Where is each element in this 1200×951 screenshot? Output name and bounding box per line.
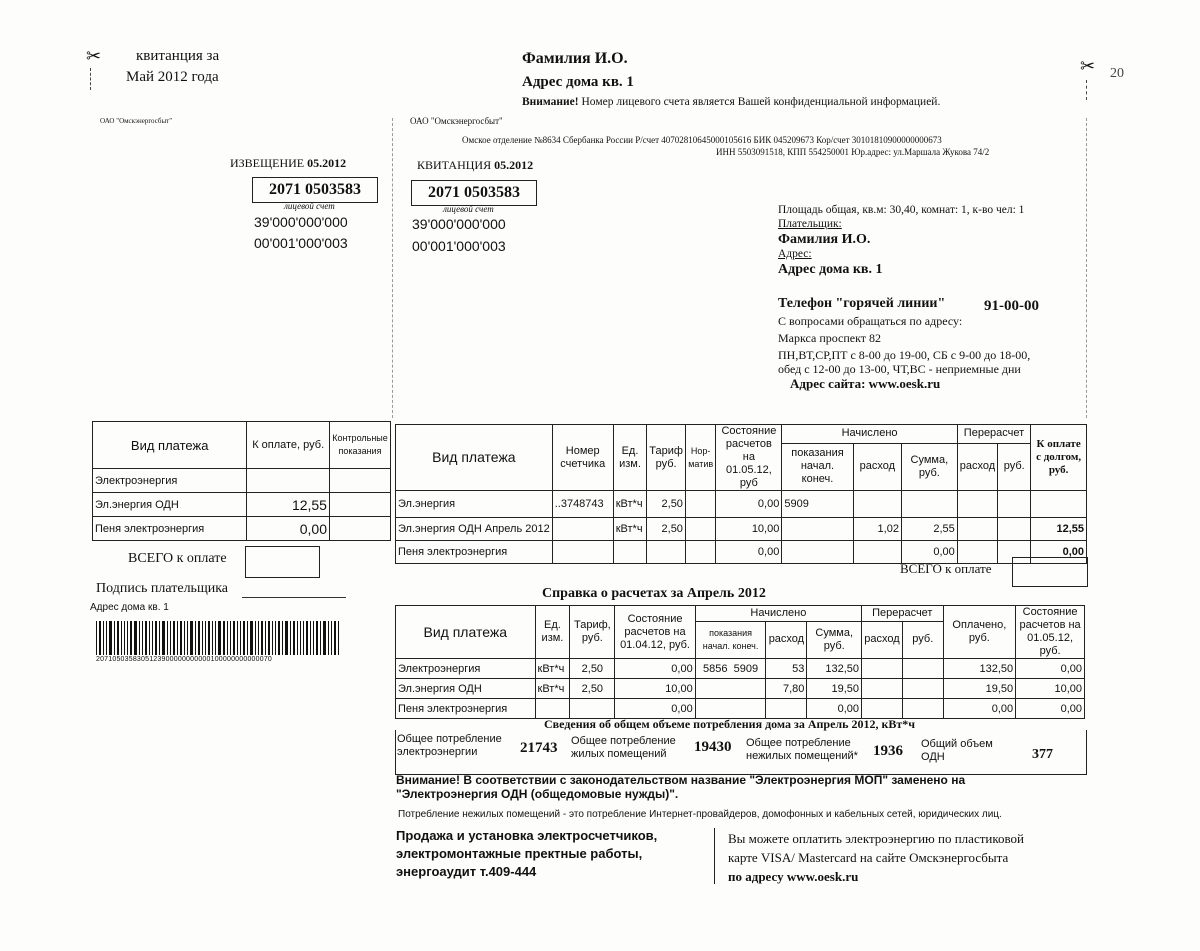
cell: 0,00 — [1016, 659, 1085, 679]
ad-block — [396, 827, 657, 881]
cell: 2,50 — [570, 659, 615, 679]
left-h-vid: Вид платежа — [93, 422, 247, 469]
barcode-bar — [306, 621, 308, 655]
s-h-recalc: Перерасчет — [862, 606, 944, 622]
left-account-box: 2071 0503583 — [252, 177, 378, 203]
left-payment-table — [92, 421, 391, 541]
barcode-bar — [297, 621, 298, 655]
barcode-bar — [230, 621, 231, 655]
cell: 2,50 — [647, 491, 686, 518]
ht1: Общее потребление — [397, 733, 502, 745]
r-h-norm: Нор-матив — [685, 425, 716, 491]
cell — [862, 659, 903, 679]
addr-label: Адрес: — [778, 248, 812, 260]
right-payment-table — [395, 424, 1087, 564]
cell: 10,00 — [716, 518, 782, 541]
right-title — [417, 158, 533, 173]
house-total-value: 21743 — [520, 740, 558, 756]
house-total-label — [397, 733, 502, 759]
cell: 2,50 — [647, 518, 686, 541]
cell: 1,02 — [853, 518, 901, 541]
barcode-bar — [218, 621, 221, 655]
cell — [766, 699, 807, 719]
barcode-bar — [96, 621, 97, 655]
s-h-rc-rub: руб. — [902, 621, 943, 658]
cell: кВт*ч — [613, 491, 647, 518]
cell — [998, 491, 1031, 518]
barcode-bar — [208, 621, 210, 655]
barcode-bar — [290, 621, 291, 655]
barcode-bar — [268, 621, 270, 655]
barcode-bar — [167, 621, 168, 655]
table-row — [396, 699, 1085, 719]
barcode-bar — [278, 621, 280, 655]
barcode-bar — [300, 621, 301, 655]
nonliving-note: Потребление нежилых помещений - это потребление Интернет-провайдеров, домофонных и кабельных сетей, юридических лиц. — [398, 809, 1002, 820]
cell — [782, 541, 853, 564]
cell: 0,00 — [807, 699, 862, 719]
cell — [329, 517, 390, 541]
barcode-bar — [303, 621, 304, 655]
footer-attention — [396, 773, 965, 801]
cell — [1031, 491, 1087, 518]
barcode-bar — [328, 621, 329, 655]
house-living-value: 19430 — [694, 739, 732, 755]
hotline-number: 91-00-00 — [984, 298, 1039, 314]
left-title — [230, 156, 346, 171]
cell — [570, 699, 615, 719]
questions-label: С вопросами обращаться по адресу: — [778, 314, 963, 328]
cell: Пеня электроэнергия — [396, 541, 553, 564]
pay-block — [728, 829, 1024, 886]
barcode-bar — [195, 621, 196, 655]
spravka-title: Справка о расчетах за Апрель 2012 — [542, 586, 766, 601]
right-account-box: 2071 0503583 — [411, 180, 537, 206]
barcode-bar — [272, 621, 273, 655]
cell: 12,55 — [1031, 518, 1087, 541]
right-code1: 39'000'000'000 — [412, 216, 506, 232]
barcode-bar — [198, 621, 200, 655]
barcode-bar — [177, 621, 178, 655]
barcode-bar — [109, 621, 112, 655]
s-r1: 5856 — [703, 662, 728, 675]
barcode-bar — [190, 621, 193, 655]
pay-line3: по адресу www.oesk.ru — [728, 869, 859, 884]
barcode-bar — [173, 621, 175, 655]
barcode-bar — [243, 621, 245, 655]
r-h-tarif: Тариф руб. — [647, 425, 686, 491]
barcode-bar — [155, 621, 157, 655]
cell: 0,00 — [943, 699, 1016, 719]
cell — [862, 699, 903, 719]
barcode-bar — [275, 621, 276, 655]
cell: 0,00 — [247, 517, 330, 541]
ho1: Общий объем — [921, 738, 993, 750]
r-h-accrued: Начислено — [782, 425, 957, 444]
s-h-tarif: Тариф, руб. — [570, 606, 615, 659]
cell — [329, 493, 390, 517]
barcode — [96, 621, 366, 655]
right-total-label: ВСЕГО к оплате — [900, 561, 992, 576]
barcode-bar — [212, 621, 213, 655]
bank-line1: Омское отделение №8634 Сбербанка России Р/счет 40702810645000105616 БИК 045209673 Кор/счет 30101810900000000673 — [462, 135, 942, 145]
pay-line2: карте VISA/ Mastercard на сайте Омскэнергосбыта — [728, 850, 1009, 865]
cell: 5909 — [782, 491, 853, 518]
barcode-bar — [261, 621, 263, 655]
house-odn-label — [921, 738, 993, 764]
cell: 12,55 — [247, 493, 330, 517]
barcode-bar — [293, 621, 295, 655]
table-row — [396, 679, 1085, 699]
signature-line — [242, 597, 346, 598]
hours-line2: обед с 12-00 до 13-00, ЧТ,ВС - неприемные дни — [778, 362, 1021, 376]
barcode-bar — [247, 621, 248, 655]
cell — [998, 518, 1031, 541]
cell: Пеня электроэнергия — [93, 517, 247, 541]
cell: Электроэнергия — [396, 659, 536, 679]
barcode-bar — [258, 621, 259, 655]
r-h-vid: Вид платежа — [396, 425, 553, 491]
s-h-state1: Состояние расчетов на 01.04.12, руб. — [615, 606, 695, 659]
r-h-topay: К оплате с долгом, руб. — [1031, 425, 1087, 491]
header-address: Адрес дома кв. 1 — [522, 74, 634, 90]
izv-title: ИЗВЕЩЕНИЕ — [230, 156, 305, 170]
barcode-bar — [130, 621, 132, 655]
cell: 132,50 — [943, 659, 1016, 679]
table-row — [396, 659, 1085, 679]
barcode-bar — [103, 621, 104, 655]
left-code1: 39'000'000'000 — [254, 214, 348, 230]
barcode-bar — [265, 621, 266, 655]
spravka-table — [395, 605, 1085, 719]
ad-line3: энергоаудит т.409-444 — [396, 864, 537, 879]
s-h-accrued: Начислено — [695, 606, 861, 622]
cell: Эл.энергия — [396, 491, 553, 518]
cell: 53 — [766, 659, 807, 679]
cell: кВт*ч — [613, 518, 647, 541]
cell: Эл.энергия ОДН — [93, 493, 247, 517]
barcode-bar — [227, 621, 228, 655]
bank-line2: ИНН 5503091518, КПП 554250001 Юр.адрес: ул.Маршала Жукова 74/2 — [716, 147, 990, 157]
r-h-state: Состояние расчетов на 01.05.12, руб — [716, 425, 782, 491]
cell — [695, 659, 766, 679]
barcode-bar — [310, 621, 311, 655]
payer-label: Плательщик: — [778, 218, 842, 230]
barcode-bar — [149, 621, 150, 655]
barcode-bar — [237, 621, 238, 655]
barcode-bar — [106, 621, 107, 655]
house-nonliving-label — [746, 737, 858, 763]
barcode-bar — [170, 621, 171, 655]
table-row — [93, 517, 391, 541]
cell — [782, 518, 853, 541]
s-h-rc-cons: расход — [862, 621, 903, 658]
cell — [902, 659, 943, 679]
header-fio: Фамилия И.О. — [522, 50, 628, 67]
cell: 0,00 — [1031, 541, 1087, 564]
s-h-unit: Ед. изм. — [535, 606, 570, 659]
barcode-bar — [145, 621, 147, 655]
hl1: Общее потребление — [571, 735, 676, 747]
header-attention — [522, 96, 940, 108]
r-h-cons: расход — [853, 443, 901, 490]
barcode-bar — [152, 621, 153, 655]
barcode-bar — [202, 621, 203, 655]
kvit-title: КВИТАНЦИЯ — [417, 158, 492, 172]
ho2: ОДН — [921, 751, 945, 763]
hn2: нежилых помещений* — [746, 750, 858, 762]
barcode-bar — [142, 621, 143, 655]
cell: Пеня электроэнергия — [396, 699, 536, 719]
s-h-vid: Вид платежа — [396, 606, 536, 659]
s-h-readings-sub: начал. конеч. — [702, 640, 759, 651]
cell: 2,55 — [901, 518, 957, 541]
s-h-cons: расход — [766, 621, 807, 658]
s-h-readings — [695, 621, 766, 658]
cut-line — [1086, 80, 1087, 100]
cell: 0,00 — [716, 491, 782, 518]
period-label: Май 2012 года — [126, 69, 219, 85]
right-account-label: лицевой счет — [443, 204, 494, 214]
barcode-bar — [320, 621, 321, 655]
r-h-num: Номер счетчика — [552, 425, 613, 491]
cell: 0,00 — [716, 541, 782, 564]
hn1: Общее потребление — [746, 737, 851, 749]
barcode-bar — [255, 621, 256, 655]
scissors-icon: ✂ — [1080, 56, 1096, 76]
hotline-label: Телефон "горячей линии" — [778, 296, 946, 311]
barcode-bar — [285, 621, 288, 655]
barcode-bar — [124, 621, 125, 655]
divider-line — [1086, 118, 1087, 418]
area-line: Площадь общая, кв.м: 30,40, комнат: 1, к-во чел: 1 — [778, 204, 1025, 216]
cell: Электроэнергия — [93, 469, 247, 493]
cell: 132,50 — [807, 659, 862, 679]
cell: 0,00 — [615, 659, 695, 679]
barcode-bar — [139, 621, 140, 655]
ad-line1: Продажа и установка электросчетчиков, — [396, 828, 658, 843]
right-code2: 00'001'000'003 — [412, 238, 506, 254]
cell — [902, 699, 943, 719]
barcode-bar — [250, 621, 253, 655]
table-row — [396, 518, 1087, 541]
barcode-bar — [114, 621, 115, 655]
barcode-bar — [331, 621, 332, 655]
cell — [853, 541, 901, 564]
barcode-bar — [233, 621, 235, 655]
cell: Эл.энергия ОДН Апрель 2012 — [396, 518, 553, 541]
cell: 0,00 — [615, 699, 695, 719]
page-number: 20 — [1110, 66, 1124, 81]
left-h-amount: К оплате, руб. — [247, 422, 330, 469]
cell — [685, 541, 716, 564]
house-living-label — [571, 735, 676, 761]
cut-line — [90, 68, 91, 90]
r-h-readings: показания начал. конеч. — [782, 443, 853, 490]
cell: ..3748743 — [552, 491, 613, 518]
kvit-month: 05.2012 — [494, 158, 534, 172]
pay-line1: Вы можете оплатить электроэнергию по пластиковой — [728, 831, 1025, 846]
cell: 10,00 — [615, 679, 695, 699]
hours-line1: ПН,ВТ,СР,ПТ с 8-00 до 19-00, СБ с 9-00 до 18-00, — [778, 348, 1031, 362]
payer-name: Фамилия И.О. — [778, 232, 871, 247]
barcode-bar — [316, 621, 318, 655]
house-odn-value: 377 — [1032, 747, 1053, 762]
cell — [695, 679, 766, 699]
left-code2: 00'001'000'003 — [254, 235, 348, 251]
r-h-recalc: Перерасчет — [957, 425, 1030, 444]
barcode-bar — [323, 621, 326, 655]
barcode-bar — [162, 621, 165, 655]
ad-line2: электромонтажные пректные работы, — [396, 846, 643, 861]
cell: кВт*ч — [535, 659, 570, 679]
barcode-bar — [223, 621, 225, 655]
house-nonliving-value: 1936 — [873, 743, 903, 759]
r-h-unit: Ед. изм. — [613, 425, 647, 491]
office-address: Маркса проспект 82 — [778, 331, 882, 345]
divider-line — [392, 118, 393, 418]
cell — [901, 491, 957, 518]
izv-month: 05.2012 — [307, 156, 347, 170]
left-total-box — [245, 546, 320, 578]
cell: 0,00 — [1016, 699, 1085, 719]
s-r2: 5909 — [733, 662, 759, 675]
cell — [695, 699, 766, 719]
cell — [552, 541, 613, 564]
barcode-bar — [334, 621, 336, 655]
barcode-bar — [215, 621, 216, 655]
cell: кВт*ч — [535, 679, 570, 699]
right-org: ОАО "Омскэнергосбыт" — [410, 116, 503, 126]
table-row — [93, 493, 391, 517]
barcode-bar — [282, 621, 283, 655]
cell: 19,50 — [807, 679, 862, 699]
r-h-rc-cons: расход — [957, 443, 997, 490]
left-address-small: Адрес дома кв. 1 — [90, 602, 169, 613]
left-account-label: лицевой счет — [284, 201, 335, 211]
cell: 0,00 — [901, 541, 957, 564]
hl2: жилых помещений — [571, 748, 667, 760]
cell: 19,50 — [943, 679, 1016, 699]
barcode-bar — [159, 621, 160, 655]
cell — [535, 699, 570, 719]
r-h-rc-rub: руб. — [998, 443, 1031, 490]
cell — [552, 518, 613, 541]
s-h-sum: Сумма, руб. — [807, 621, 862, 658]
barcode-bar — [313, 621, 314, 655]
cell: Эл.энергия ОДН — [396, 679, 536, 699]
attention-text: Номер лицевого счета является Вашей конфиденциальной информацией. — [581, 96, 941, 108]
barcode-bar — [240, 621, 241, 655]
right-total-box — [1012, 557, 1088, 587]
cell — [329, 469, 390, 493]
site-label: Адрес сайта: www.oesk.ru — [790, 376, 941, 391]
barcode-digits: 2071050358305123900000000000100000000000070 — [96, 656, 273, 663]
house-title: Сведения об общем объеме потребления дома за Апрель 2012, кВт*ч — [544, 717, 916, 731]
barcode-bar — [134, 621, 137, 655]
footer-divider — [714, 828, 715, 884]
cell — [613, 541, 647, 564]
barcode-bar — [117, 621, 119, 655]
s-h-paid: Оплачено, руб. — [943, 606, 1016, 659]
addr-value: Адрес дома кв. 1 — [778, 262, 883, 277]
cell — [247, 469, 330, 493]
cell — [685, 518, 716, 541]
barcode-bar — [184, 621, 185, 655]
r-h-sum: Сумма, руб. — [901, 443, 957, 490]
cell — [853, 491, 901, 518]
cell — [902, 679, 943, 699]
barcode-bar — [127, 621, 128, 655]
left-total-label: ВСЕГО к оплате — [128, 551, 227, 566]
cell: 2,50 — [570, 679, 615, 699]
attention-line1: Внимание! В соответствии с законодательством название "Электроэнергия МОП" заменено на — [396, 773, 966, 787]
barcode-bar — [99, 621, 101, 655]
cell — [957, 491, 997, 518]
ht2: электроэнергии — [397, 746, 478, 758]
barcode-bar — [180, 621, 182, 655]
table-row — [93, 469, 391, 493]
cell — [957, 518, 997, 541]
kvit-za-label: квитанция за — [136, 48, 220, 64]
cell — [685, 491, 716, 518]
attention-bold: Внимание! — [522, 96, 579, 108]
cell: 7,80 — [766, 679, 807, 699]
attention-line2: "Электроэнергия ОДН (общедомовые нужды)". — [396, 787, 679, 801]
cell: 10,00 — [1016, 679, 1085, 699]
cell — [647, 541, 686, 564]
barcode-bar — [338, 621, 339, 655]
left-h-control: Контрольные показания — [329, 422, 390, 469]
left-org: ОАО "Омскэнергосбыт" — [100, 117, 173, 125]
s-h-state2: Состояние расчетов на 01.05.12, руб. — [1016, 606, 1085, 659]
scissors-icon: ✂ — [86, 46, 102, 66]
barcode-bar — [187, 621, 188, 655]
barcode-bar — [205, 621, 206, 655]
table-row — [396, 491, 1087, 518]
barcode-bar — [121, 621, 122, 655]
cell — [862, 679, 903, 699]
signature-label: Подпись плательщика — [96, 581, 229, 596]
s-h-readings-top: показания — [709, 627, 753, 638]
